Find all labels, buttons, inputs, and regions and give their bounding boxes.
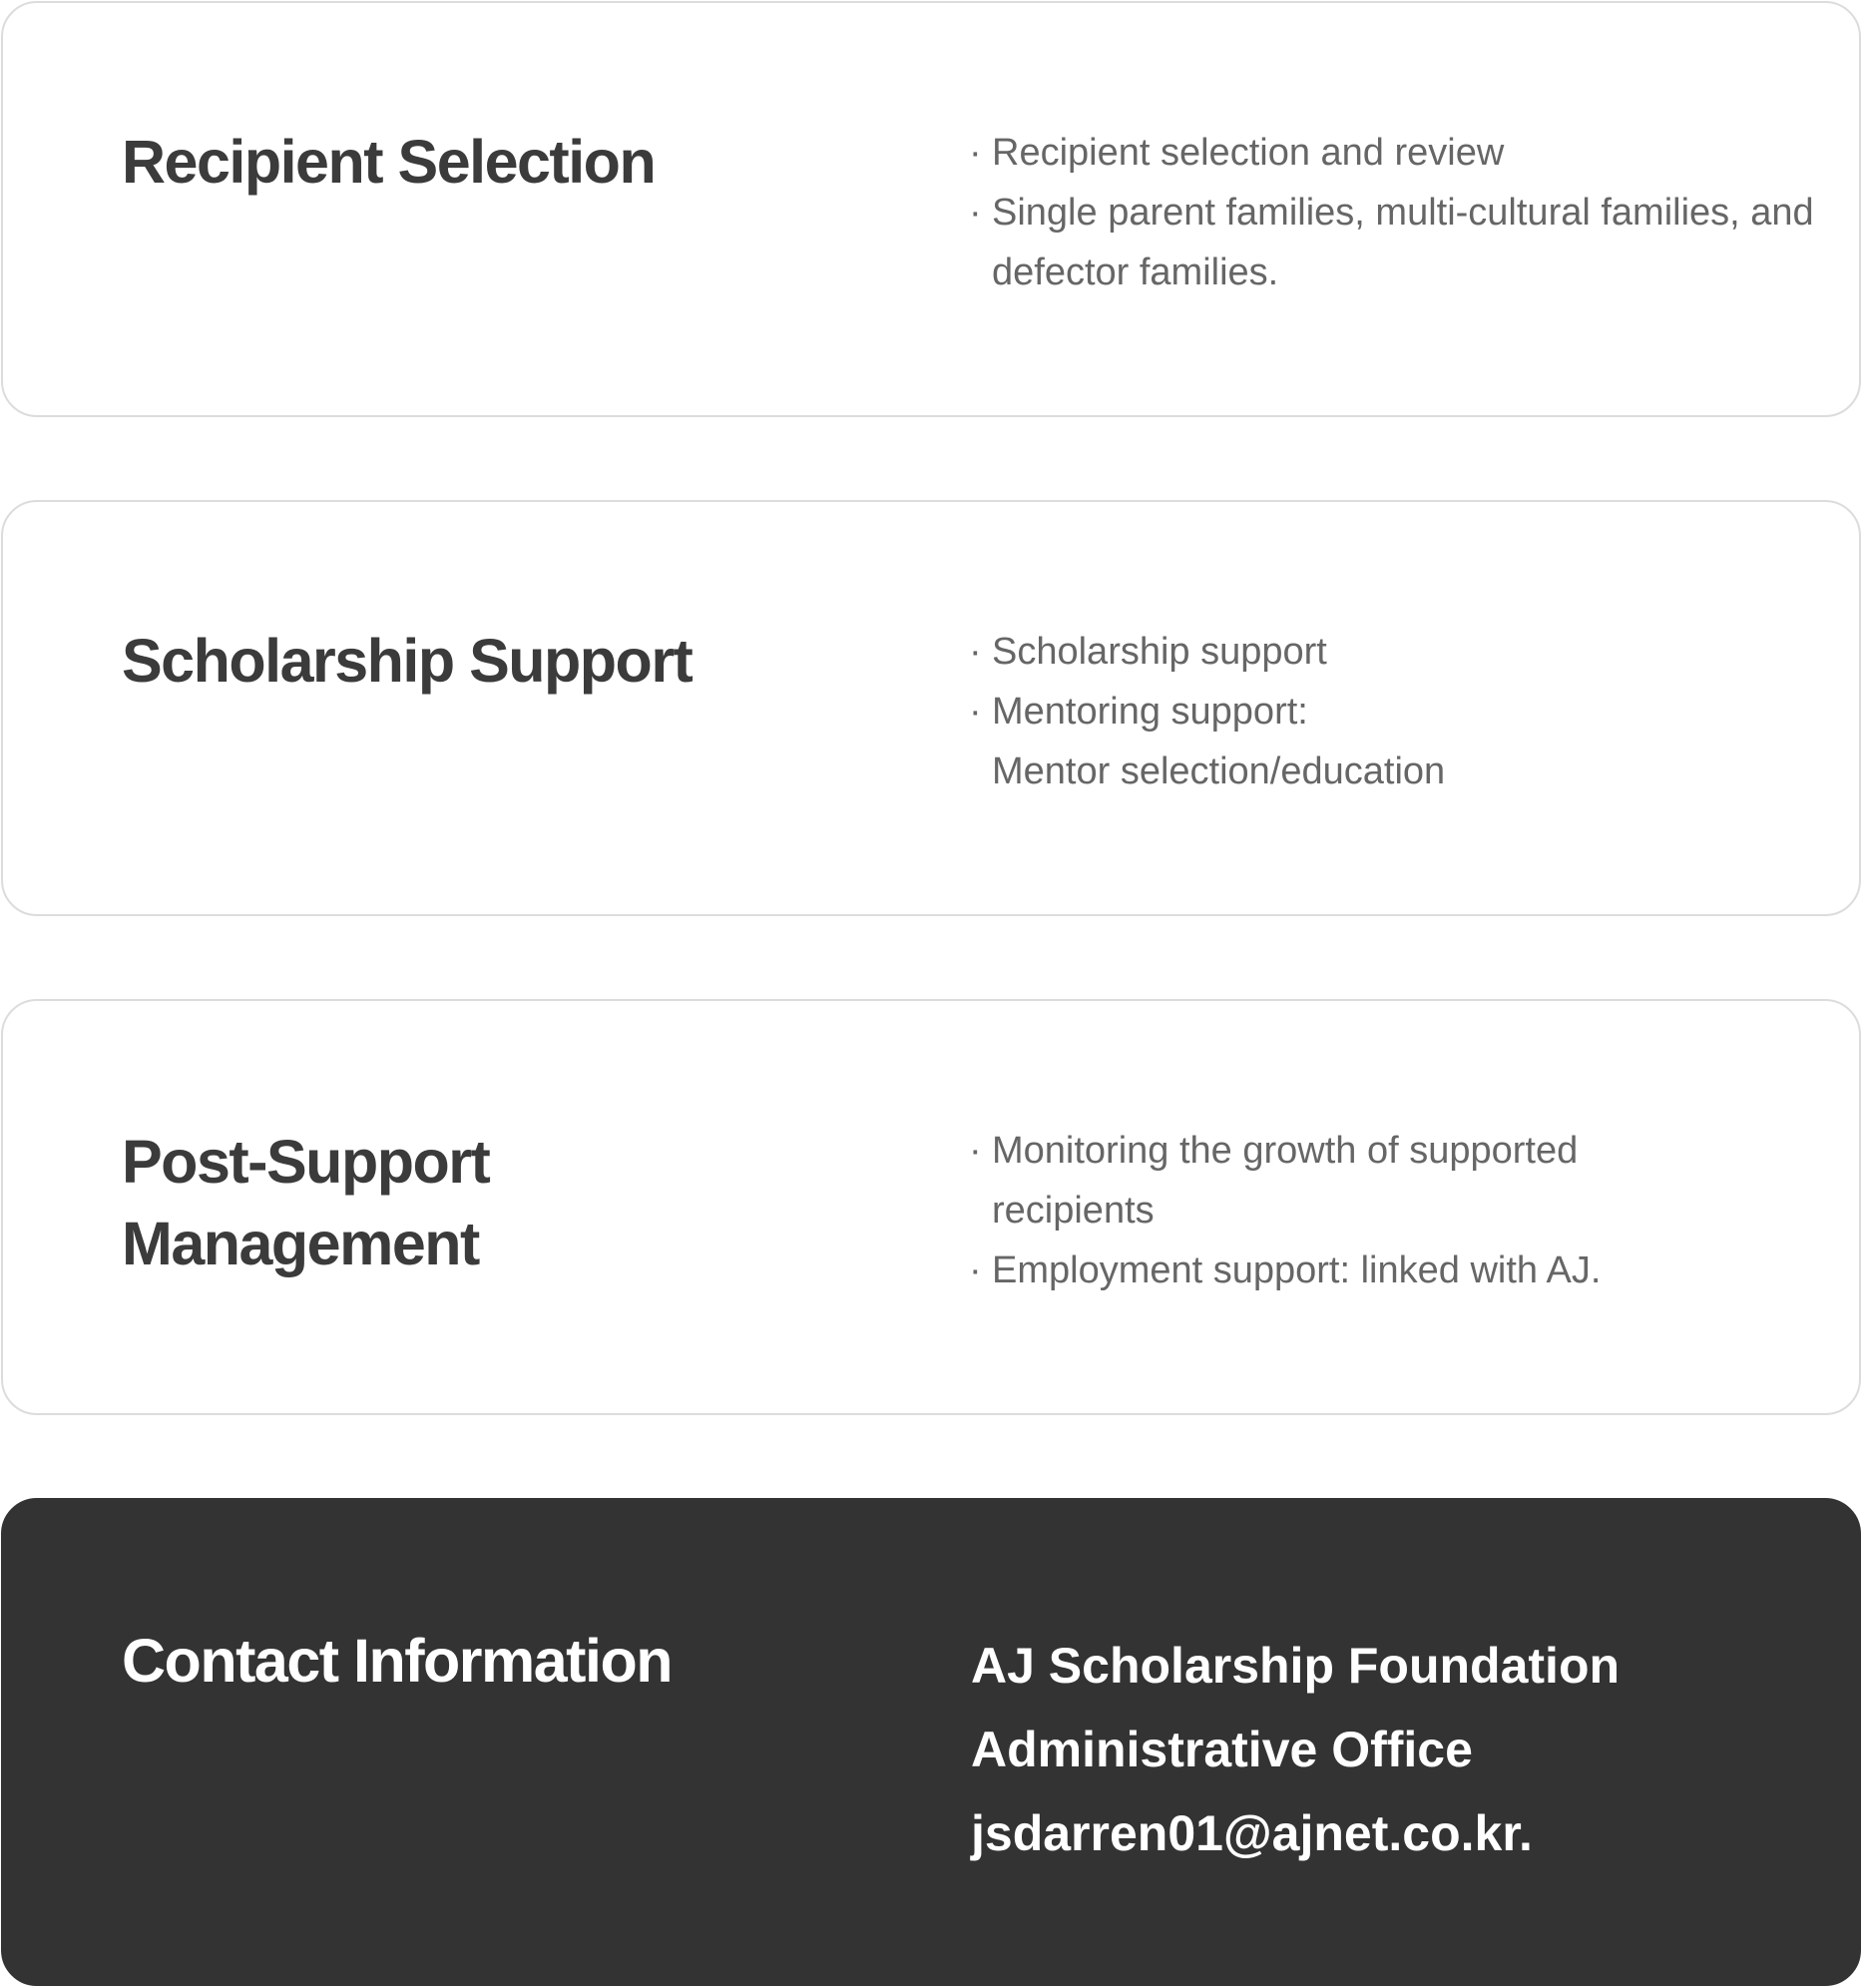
bullet-icon: · <box>969 1130 982 1172</box>
card-title: Recipient Selection <box>122 128 656 196</box>
list-item <box>969 183 1827 302</box>
bullet-icon: · <box>969 132 982 174</box>
bullet-text: Single parent families, multi-cultural families, and defector families. <box>992 192 1814 293</box>
contact-email[interactable]: jsdarren01@ajnet.co.kr. <box>971 1805 1533 1861</box>
bullet-icon: · <box>969 192 982 234</box>
recipient-selection-card <box>1 1 1861 417</box>
bullet-text: Scholarship support <box>992 631 1327 673</box>
post-support-management-card <box>1 999 1861 1415</box>
list-item <box>969 682 1827 801</box>
card-bullet-list <box>969 123 1827 302</box>
card-bullet-list <box>969 622 1827 801</box>
card-title: Contact Information <box>122 1627 672 1695</box>
card-bullet-list <box>969 1121 1657 1300</box>
card-title: Post-Support Management <box>122 1128 490 1277</box>
list-item <box>969 622 1827 682</box>
list-item <box>969 123 1827 183</box>
bullet-text: Mentoring support: Mentor selection/education <box>992 691 1446 792</box>
contact-office: Administrative Office <box>971 1722 1473 1777</box>
bullet-icon: · <box>969 631 982 673</box>
card-title: Scholarship Support <box>122 627 693 695</box>
contact-details <box>971 1624 1829 1875</box>
list-item <box>969 1121 1657 1241</box>
bullet-text: Monitoring the growth of supported recipients <box>992 1130 1579 1232</box>
bullet-text: Recipient selection and review <box>992 132 1505 174</box>
bullet-icon: · <box>969 1249 982 1291</box>
scholarship-support-card <box>1 500 1861 916</box>
bullet-icon: · <box>969 691 982 733</box>
contact-organization: AJ Scholarship Foundation <box>971 1638 1621 1694</box>
list-item <box>969 1241 1657 1300</box>
contact-information-card <box>1 1498 1861 1986</box>
bullet-text: Employment support: linked with AJ. <box>992 1249 1602 1291</box>
